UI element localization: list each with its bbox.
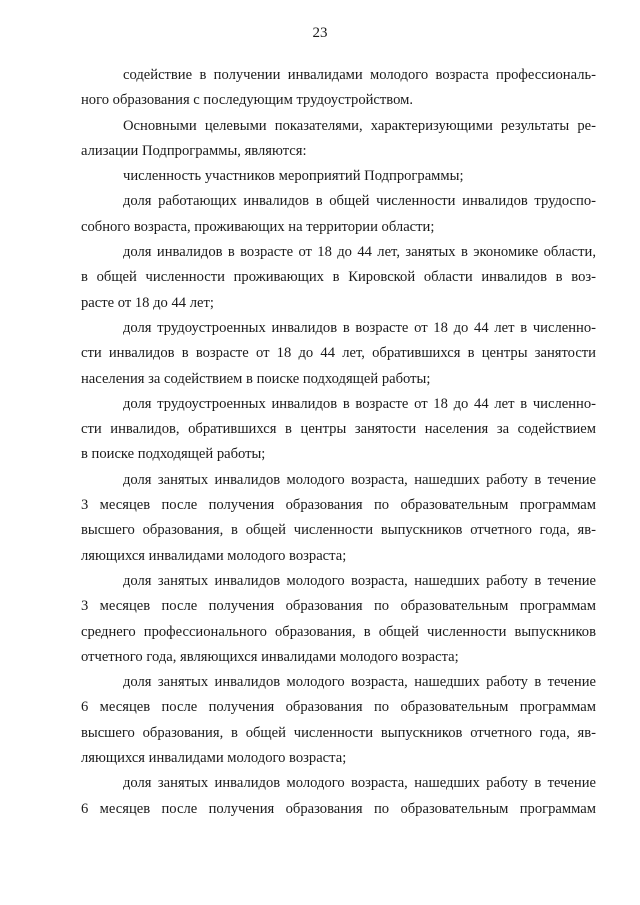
text-line: доля трудоустроенных инвалидов в возрасте от 18 до 44 лет в численно- <box>123 319 596 336</box>
text-line: содействие в получении инвалидами молодого возраста профессиональ- <box>123 67 596 83</box>
text-line: 3 месяцев после получения образования по образовательным программам <box>81 497 596 514</box>
text-line: населения за содействием в поиске подходящей работы; <box>81 370 431 387</box>
text-line: Основными целевыми показателями, характеризующими результаты ре- <box>123 117 596 134</box>
text-line: ного образования с последующим трудоустройством. <box>81 92 413 109</box>
text-line: ализации Подпрограммы, являются: <box>81 142 307 159</box>
text-line: доля трудоустроенных инвалидов в возрасте от 18 до 44 лет в численно- <box>123 395 596 412</box>
text-line: в общей численности проживающих в Кировской области инвалидов в воз- <box>81 269 596 286</box>
text-line: доля инвалидов в возрасте от 18 до 44 лет, занятых в экономике области, <box>123 244 596 261</box>
text-line: в поиске подходящей работы; <box>81 446 266 463</box>
text-line: 6 месяцев после получения образования по образовательным программам <box>81 699 596 716</box>
text-line: расте от 18 до 44 лет; <box>81 294 214 311</box>
text-line: ляющихся инвалидами молодого возраста; <box>81 547 347 564</box>
text-line: сти инвалидов в возрасте от 18 до 44 лет, обратившихся в центры занятости <box>81 345 596 362</box>
body-text <box>81 63 596 822</box>
text-line: среднего профессионального образования, в общей численности выпускников <box>81 623 596 640</box>
page-number: 23 <box>312 25 328 41</box>
text-line: доля занятых инвалидов молодого возраста, нашедших работу в течение <box>123 674 596 691</box>
text-line: доля занятых инвалидов молодого возраста, нашедших работу в течение <box>123 572 596 589</box>
text-line: 6 месяцев после получения образования по образовательным программам <box>81 800 596 817</box>
text-line: 3 месяцев после получения образования по образовательным программам <box>81 598 596 615</box>
text-line: ляющихся инвалидами молодого возраста; <box>81 750 347 767</box>
text-line: доля работающих инвалидов в общей численности инвалидов трудоспо- <box>123 193 596 210</box>
text-line: доля занятых инвалидов молодого возраста, нашедших работу в течение <box>123 471 596 488</box>
text-line: доля занятых инвалидов молодого возраста, нашедших работу в течение <box>123 775 596 792</box>
text-line: собного возраста, проживающих на территории области; <box>81 218 435 235</box>
text-line: высшего образования, в общей численности выпускников отчетного года, яв- <box>81 522 596 539</box>
text-line: сти инвалидов, обратившихся в центры занятости населения за содействием <box>81 421 596 438</box>
text-line: численность участников мероприятий Подпрограммы; <box>123 168 464 185</box>
text-line: высшего образования, в общей численности выпускников отчетного года, яв- <box>81 724 596 741</box>
text-line: отчетного года, являющихся инвалидами молодого возраста; <box>81 648 459 665</box>
